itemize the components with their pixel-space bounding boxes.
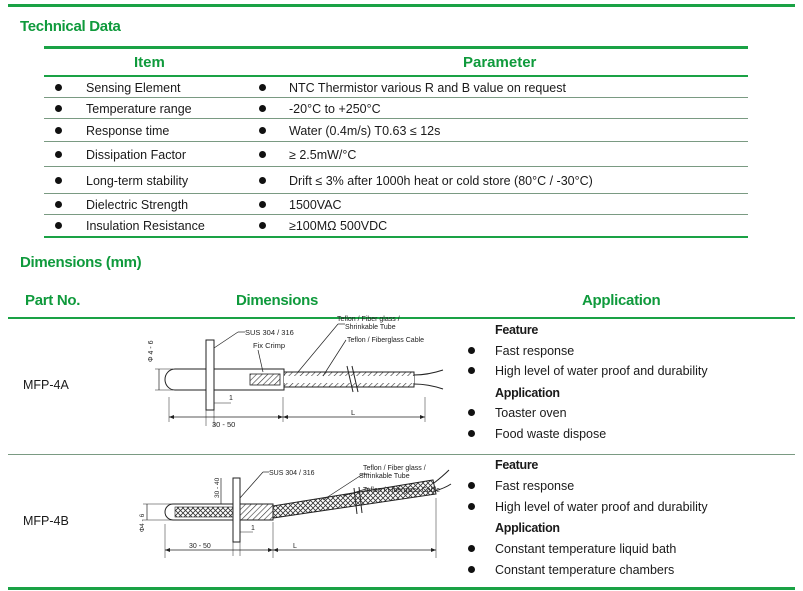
bullet-icon <box>468 409 475 416</box>
table-row <box>44 77 748 98</box>
diameter-label: Φ 4 - 6 <box>148 340 155 362</box>
bullet-icon <box>55 222 62 229</box>
cable-label: Teflon / Fiberglass Cable <box>363 487 441 494</box>
tube-label-line2: Shrinkable Tube <box>345 324 396 331</box>
dimensions-table <box>8 282 795 590</box>
metal-sheath <box>240 504 273 520</box>
bullet-icon <box>259 151 266 158</box>
part-no-column-header: Part No. <box>25 292 81 309</box>
fix-crimp <box>250 374 280 385</box>
technical-table-header <box>44 49 748 75</box>
application-item: Constant temperature liquid bath <box>495 542 677 556</box>
technical-data-table <box>44 46 748 238</box>
part-number: MFP-4A <box>23 378 69 392</box>
top-rule <box>8 4 795 7</box>
flange-height-label: 30 - 40 <box>214 477 221 498</box>
table-row <box>44 119 748 142</box>
table-rule <box>8 317 795 319</box>
application-item: Food waste dispose <box>495 427 607 441</box>
bullet-icon <box>468 367 475 374</box>
table-row <box>44 194 748 215</box>
material-label: SUS 304 / 316 <box>269 470 315 477</box>
table-row <box>44 142 748 167</box>
length-label: L <box>351 408 356 417</box>
material-label: SUS 304 / 316 <box>245 328 294 337</box>
bullet-icon <box>259 105 266 112</box>
diameter-label: Φ4 - 6 <box>139 513 146 532</box>
application-heading: Application <box>495 386 560 400</box>
bullet-icon <box>468 347 475 354</box>
mfp-4a-drawing <box>133 316 453 442</box>
item-name: Response time <box>86 124 170 138</box>
bullet-icon <box>55 177 62 184</box>
mfp-4b-drawing <box>133 458 453 568</box>
item-parameter: -20°C to +250°C <box>289 102 381 116</box>
application-heading: Application <box>495 521 560 535</box>
dimensions-column-header: Dimensions <box>236 292 319 309</box>
item-name: Dissipation Factor <box>86 148 187 162</box>
bullet-icon <box>468 503 475 510</box>
bullet-icon <box>468 482 475 489</box>
bullet-icon <box>259 201 266 208</box>
item-parameter: ≥100MΩ 500VDC <box>289 219 388 233</box>
braided-sheath <box>175 507 233 517</box>
flange-thickness-label: 1 <box>229 395 233 402</box>
table-rule <box>8 587 795 590</box>
flange-plate <box>206 340 214 410</box>
tube-label-line2: Shrinkable Tube <box>359 473 410 480</box>
flange-thickness-label: 1 <box>251 525 255 532</box>
cable-core <box>284 376 414 383</box>
leader-line <box>323 340 346 376</box>
dimensions-table-header <box>8 282 795 318</box>
feature-heading: Feature <box>495 458 539 472</box>
length-label: L <box>293 543 297 550</box>
feature-heading: Feature <box>495 323 539 337</box>
lead-wires <box>414 370 443 389</box>
item-parameter: Drift ≤ 3% after 1000h heat or cold store (80°C / -30°C) <box>289 174 593 188</box>
cable-label: Teflon / Fiberglass Cable <box>347 337 425 344</box>
bullet-icon <box>55 105 62 112</box>
mfp-4a-application <box>463 320 793 452</box>
length-range-label: 30 - 50 <box>189 543 211 550</box>
bullet-icon <box>259 127 266 134</box>
item-column-header: Item <box>134 54 165 71</box>
item-name: Long-term stability <box>86 174 189 188</box>
table-row <box>44 215 748 236</box>
application-item: Toaster oven <box>495 406 567 420</box>
bullet-icon <box>468 430 475 437</box>
tube-label-line1: Teflon / Fiber glass / <box>337 316 400 323</box>
feature-item: Fast response <box>495 479 575 493</box>
item-name: Insulation Resistance <box>86 219 205 233</box>
table-row <box>44 167 748 194</box>
parameter-column-header: Parameter <box>463 54 537 71</box>
length-range-label: 30 - 50 <box>212 420 236 429</box>
braided-cable <box>273 480 436 518</box>
bullet-icon <box>259 84 266 91</box>
bullet-icon <box>55 127 62 134</box>
dimensions-title: Dimensions (mm) <box>20 254 142 271</box>
item-parameter: NTC Thermistor various R and B value on request <box>289 81 566 95</box>
leader-line <box>214 332 238 348</box>
leader-line <box>240 472 263 498</box>
table-rule <box>44 236 748 238</box>
crimp-label: Fix Crimp <box>253 341 286 350</box>
item-name: Dielectric Strength <box>86 198 189 212</box>
bullet-icon <box>55 84 62 91</box>
flange-plate <box>233 478 240 542</box>
application-column-header: Application <box>582 292 661 309</box>
bullet-icon <box>55 201 62 208</box>
bullet-icon <box>468 566 475 573</box>
item-parameter: 1500VAC <box>289 198 342 212</box>
table-row <box>44 98 748 119</box>
item-name: Temperature range <box>86 102 192 116</box>
feature-item: Fast response <box>495 344 575 358</box>
tube-label-line1: Teflon / Fiber glass / <box>363 465 426 472</box>
bullet-icon <box>259 177 266 184</box>
technical-data-title: Technical Data <box>20 18 121 35</box>
bullet-icon <box>468 545 475 552</box>
application-item: Constant temperature chambers <box>495 563 675 577</box>
feature-item: High level of water proof and durability <box>495 500 708 514</box>
leader-line <box>298 324 338 372</box>
bullet-icon <box>259 222 266 229</box>
feature-item: High level of water proof and durability <box>495 364 708 378</box>
bullet-icon <box>55 151 62 158</box>
probe-tip <box>165 369 206 390</box>
part-number: MFP-4B <box>23 514 69 528</box>
item-name: Sensing Element <box>86 81 181 95</box>
mfp-4b-application <box>463 455 793 587</box>
item-parameter: ≥ 2.5mW/°C <box>289 148 357 162</box>
item-parameter: Water (0.4m/s) T0.63 ≤ 12s <box>289 124 441 138</box>
